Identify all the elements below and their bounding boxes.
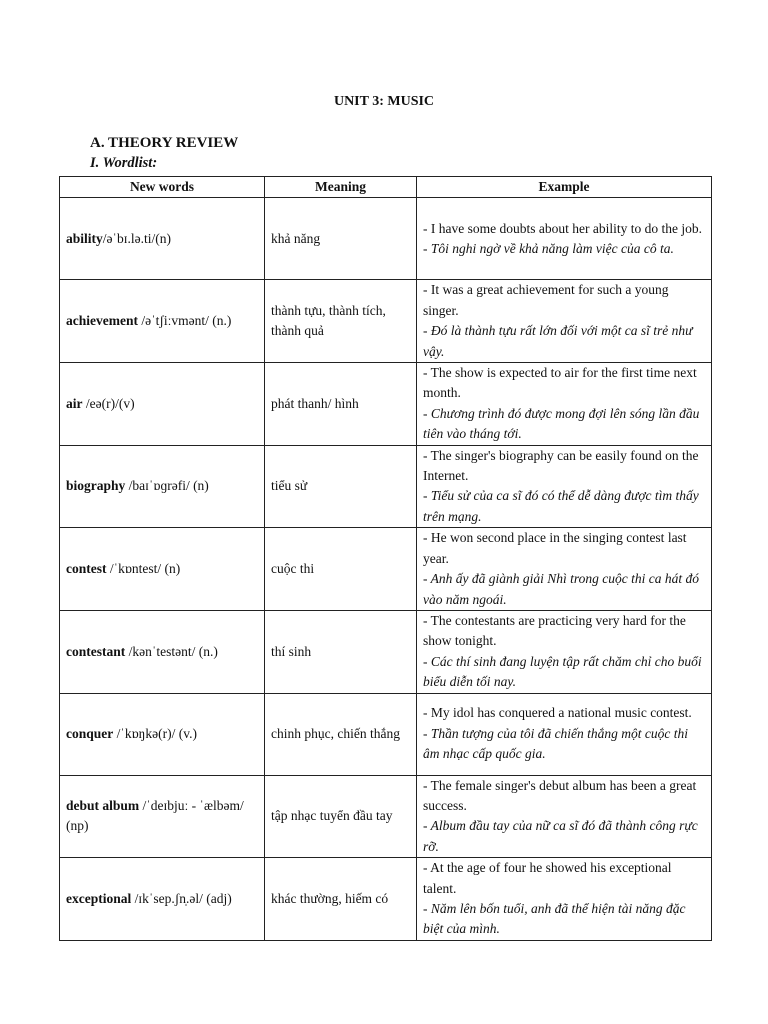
table-row bbox=[60, 280, 712, 363]
word: biography bbox=[66, 478, 126, 494]
section-title: A. THEORY REVIEW bbox=[90, 135, 239, 151]
example-vietnamese: - Album đầu tay của nữ ca sĩ đó đã thành công rực rỡ. bbox=[423, 818, 698, 854]
example-vietnamese: - Tiểu sử của ca sĩ đó có thể dễ dàng được tìm thấy trên mạng. bbox=[423, 488, 699, 524]
example-vietnamese: - Các thí sinh đang luyện tập rất chăm chỉ cho buổi biểu diễn tối nay. bbox=[423, 653, 702, 690]
word: contestant bbox=[66, 643, 126, 659]
pronunciation: /kənˈtestənt/ (n.) bbox=[125, 643, 218, 659]
word-cell bbox=[60, 280, 265, 363]
example-cell bbox=[417, 363, 712, 446]
meaning-cell: chinh phục, chiến thắng bbox=[265, 693, 417, 775]
pronunciation: /ˈkɒntest/ (n) bbox=[106, 560, 181, 576]
header-new-words: New words bbox=[60, 177, 265, 198]
example-english: - The show is expected to air for the first time next month. bbox=[423, 365, 697, 401]
meaning-cell: phát thanh/ hình bbox=[265, 363, 417, 446]
word: exceptional bbox=[66, 890, 132, 906]
word-cell bbox=[60, 775, 265, 858]
word-cell bbox=[60, 858, 265, 941]
example-vietnamese: - Năm lên bốn tuổi, anh đã thể hiện tài năng đặc biệt của mình. bbox=[423, 900, 686, 937]
wordlist-table bbox=[59, 176, 712, 941]
example-english: - He won second place in the singing contest last year. bbox=[423, 530, 687, 566]
pronunciation: /ɪkˈsep.ʃn̩.əl/ (adj) bbox=[131, 890, 232, 906]
example-cell bbox=[417, 280, 712, 363]
word: air bbox=[66, 395, 83, 411]
meaning-cell: khả năng bbox=[265, 198, 417, 280]
unit-title: UNIT 3: MUSIC bbox=[333, 94, 435, 109]
example-cell bbox=[417, 693, 712, 775]
pronunciation: /baɪˈɒɡrəfi/ (n) bbox=[125, 478, 209, 494]
example-english: - The contestants are practicing very hard for the show tonight. bbox=[423, 612, 686, 649]
pronunciation: /eə(r)/(v) bbox=[82, 395, 135, 411]
meaning-cell: tập nhạc tuyển đầu tay bbox=[265, 775, 417, 858]
example-vietnamese: - Đó là thành tựu rất lớn đối với một ca sĩ trẻ như vậy. bbox=[423, 323, 693, 359]
example-cell bbox=[417, 198, 712, 280]
example-vietnamese: - Chương trình đó được mong đợi lên sóng lần đầu tiên vào tháng tới. bbox=[423, 405, 700, 442]
example-vietnamese: - Tôi nghi ngờ về khả năng làm việc của cô ta. bbox=[423, 240, 674, 256]
header-meaning: Meaning bbox=[265, 177, 417, 198]
word-cell bbox=[60, 363, 265, 446]
word-cell bbox=[60, 693, 265, 775]
word: debut album bbox=[66, 797, 140, 813]
pronunciation: /əˈbɪ.lə.ti/(n) bbox=[102, 230, 171, 246]
meaning-cell: cuộc thi bbox=[265, 528, 417, 611]
table-row bbox=[60, 858, 712, 941]
table-row bbox=[60, 445, 712, 528]
example-cell bbox=[417, 858, 712, 941]
table-row bbox=[60, 528, 712, 611]
table-row bbox=[60, 775, 712, 858]
pronunciation: /ˈkɒŋkə(r)/ (v.) bbox=[113, 725, 197, 741]
meaning-cell: tiểu sử bbox=[265, 445, 417, 528]
word: achievement bbox=[66, 313, 138, 329]
word-cell bbox=[60, 610, 265, 693]
word: contest bbox=[66, 560, 107, 576]
example-english: - At the age of four he showed his exceptional talent. bbox=[423, 860, 672, 896]
example-cell bbox=[417, 445, 712, 528]
word: ability bbox=[66, 230, 103, 246]
example-english: - The female singer's debut album has been a great success. bbox=[423, 777, 697, 813]
example-cell bbox=[417, 610, 712, 693]
table-row bbox=[60, 363, 712, 446]
example-english: - I have some doubts about her ability to do the job. bbox=[423, 220, 702, 236]
meaning-cell: khác thường, hiếm có bbox=[265, 858, 417, 941]
word-cell bbox=[60, 445, 265, 528]
example-english: - It was a great achievement for such a young singer. bbox=[423, 282, 669, 318]
meaning-cell: thí sinh bbox=[265, 610, 417, 693]
table-row bbox=[60, 610, 712, 693]
table-header-row bbox=[60, 177, 712, 198]
word-cell bbox=[60, 528, 265, 611]
header-example: Example bbox=[417, 177, 712, 198]
example-vietnamese: - Anh ấy đã giành giải Nhì trong cuộc thi ca hát đó vào năm ngoái. bbox=[423, 571, 699, 607]
table-row bbox=[60, 198, 712, 280]
pronunciation: /əˈtʃiːvmənt/ (n.) bbox=[137, 313, 232, 329]
word-cell bbox=[60, 198, 265, 280]
example-cell bbox=[417, 775, 712, 858]
table-row bbox=[60, 693, 712, 775]
word: conquer bbox=[66, 725, 114, 741]
pronunciation: /ˈdeɪbjuː - ˈælbəm/ (np) bbox=[66, 797, 244, 834]
example-vietnamese: - Thần tượng của tôi đã chiến thắng một cuộc thi âm nhạc cấp quốc gia. bbox=[423, 725, 689, 762]
example-english: - The singer's biography can be easily found on the Internet. bbox=[423, 447, 699, 484]
example-cell bbox=[417, 528, 712, 611]
example-english: - My idol has conquered a national music contest. bbox=[423, 705, 692, 721]
wordlist-subtitle: I. Wordlist: bbox=[90, 155, 158, 171]
meaning-cell: thành tựu, thành tích, thành quả bbox=[265, 280, 417, 363]
